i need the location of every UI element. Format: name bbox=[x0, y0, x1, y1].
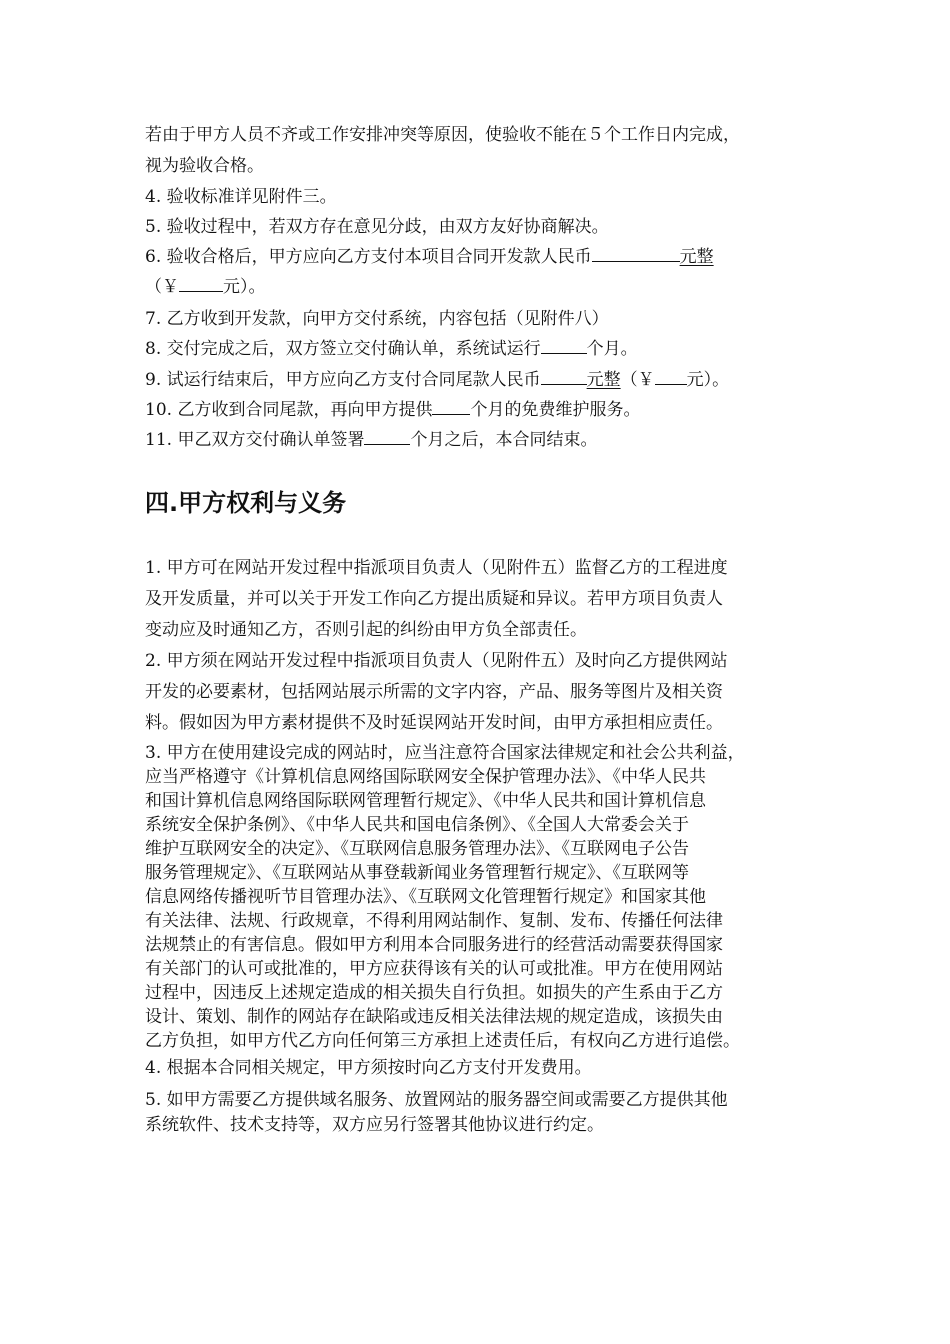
paragraph-3-line: 设计、策划、制作的网站存在缺陷或违反相关法律法规的规定造成，该损失由 bbox=[145, 1007, 723, 1027]
paragraph-line: 若由于甲方人员不齐或工作安排冲突等原因，使验收不能在５个工作日内完成， bbox=[145, 125, 740, 145]
paragraph-2-line: 2. 甲方须在网站开发过程中指派项目负责人（见附件五）及时向乙方提供网站 bbox=[145, 651, 728, 671]
paragraph-5-line: 系统软件、技术支持等，双方应另行签署其他协议进行约定。 bbox=[145, 1115, 604, 1135]
list-item-6-cont bbox=[145, 276, 825, 298]
list-item-6 bbox=[145, 246, 825, 268]
amount-blank bbox=[592, 246, 680, 262]
paragraph-3-line: 服务管理规定》、《互联网站从事登载新闻业务管理暂行规定》、《互联网等 bbox=[145, 863, 689, 883]
list-item-4: 4. 验收标准详见附件三。 bbox=[145, 187, 337, 207]
list-item-8 bbox=[145, 338, 825, 360]
paragraph-3-line: 乙方负担，如甲方代乙方向任何第三方承担上述责任后，有权向乙方进行追偿。 bbox=[145, 1031, 740, 1051]
paragraph-1-line: 1. 甲方可在网站开发过程中指派项目负责人（见附件五）监督乙方的工程进度 bbox=[145, 558, 728, 578]
item-10-text: 10. 乙方收到合同尾款，再向甲方提供 bbox=[145, 400, 433, 420]
paragraph-3-line: 和国计算机信息网络国际联网管理暂行规定》、《中华人民共和国计算机信息 bbox=[145, 791, 706, 811]
list-item-5: 5. 验收过程中，若双方存在意见分歧，由双方友好协商解决。 bbox=[145, 217, 609, 237]
paragraph-1-line: 及开发质量，并可以关于开发工作向乙方提出质疑和异议。若甲方项目负责人 bbox=[145, 589, 723, 609]
paragraph-2-line: 开发的必要素材，包括网站展示所需的文字内容，产品、服务等图片及相关资 bbox=[145, 682, 723, 702]
yuan-suffix: 元）。 bbox=[686, 370, 730, 390]
paragraph-5-line: 5. 如甲方需要乙方提供域名服务、放置网站的服务器空间或需要乙方提供其他 bbox=[145, 1090, 728, 1110]
paragraph-3-line: 3. 甲方在使用建设完成的网站时，应当注意符合国家法律规定和社会公共利益， bbox=[145, 743, 745, 763]
item-11-text: 11. 甲乙双方交付确认单签署 bbox=[145, 430, 365, 450]
yuan-prefix: （￥ bbox=[145, 277, 179, 297]
amount-blank bbox=[179, 276, 223, 292]
list-item-7: 7. 乙方收到开发款，向甲方交付系统，内容包括（见附件八） bbox=[145, 309, 609, 329]
item-11-suffix: 个月之后，本合同结束。 bbox=[410, 430, 598, 450]
item-6-unit: 元整 bbox=[679, 247, 714, 267]
paragraph-2-line: 料。假如因为甲方素材提供不及时延误网站开发时间，由甲方承担相应责任。 bbox=[145, 713, 723, 733]
paragraph-3-line: 有关法律、法规、行政规章，不得利用网站制作、复制、发布、传播任何法律 bbox=[145, 911, 723, 931]
paragraph-3-line: 应当严格遵守《计算机信息网络国际联网安全保护管理办法》、《中华人民共 bbox=[145, 767, 706, 787]
paragraph-line: 视为验收合格。 bbox=[145, 156, 264, 176]
item-8-suffix: 个月。 bbox=[586, 339, 638, 359]
amount-blank bbox=[655, 369, 687, 385]
months-blank bbox=[432, 399, 470, 415]
yuan-prefix: （￥ bbox=[620, 370, 655, 390]
list-item-11 bbox=[145, 429, 825, 451]
item-6-text: 6. 验收合格后，甲方应向乙方支付本项目合同开发款人民币 bbox=[145, 247, 592, 267]
list-item-10 bbox=[145, 399, 825, 421]
item-10-suffix: 个月的免费维护服务。 bbox=[470, 400, 641, 420]
list-item-9 bbox=[145, 369, 825, 391]
paragraph-1-line: 变动应及时通知乙方，否则引起的纠纷由甲方负全部责任。 bbox=[145, 620, 587, 640]
section-heading: 四.甲方权利与义务 bbox=[145, 489, 347, 517]
item-9-text: 9. 试运行结束后，甲方应向乙方支付合同尾款人民币 bbox=[145, 370, 541, 390]
paragraph-3-line: 系统安全保护条例》、《中华人民共和国电信条例》、《全国人大常委会关于 bbox=[145, 815, 689, 835]
paragraph-3-line: 法规禁止的有害信息。假如甲方利用本合同服务进行的经营活动需要获得国家 bbox=[145, 935, 723, 955]
paragraph-3-line: 过程中，因违反上述规定造成的相关损失自行负担。如损失的产生系由于乙方 bbox=[145, 983, 723, 1003]
item-8-text: 8. 交付完成之后，双方签立交付确认单，系统试运行 bbox=[145, 339, 541, 359]
months-blank bbox=[364, 429, 410, 445]
item-9-unit: 元整 bbox=[586, 370, 621, 390]
yuan-suffix: 元）。 bbox=[223, 277, 266, 297]
amount-blank bbox=[541, 369, 587, 385]
months-blank bbox=[541, 338, 587, 354]
paragraph-4: 4. 根据本合同相关规定，甲方须按时向乙方支付开发费用。 bbox=[145, 1058, 592, 1078]
paragraph-3-line: 有关部门的认可或批准的，甲方应获得该有关的认可或批准。甲方在使用网站 bbox=[145, 959, 723, 979]
paragraph-3-line: 信息网络传播视听节目管理办法》、《互联网文化管理暂行规定》和国家其他 bbox=[145, 887, 706, 907]
paragraph-3-line: 维护互联网安全的决定》、《互联网信息服务管理办法》、《互联网电子公告 bbox=[145, 839, 689, 859]
